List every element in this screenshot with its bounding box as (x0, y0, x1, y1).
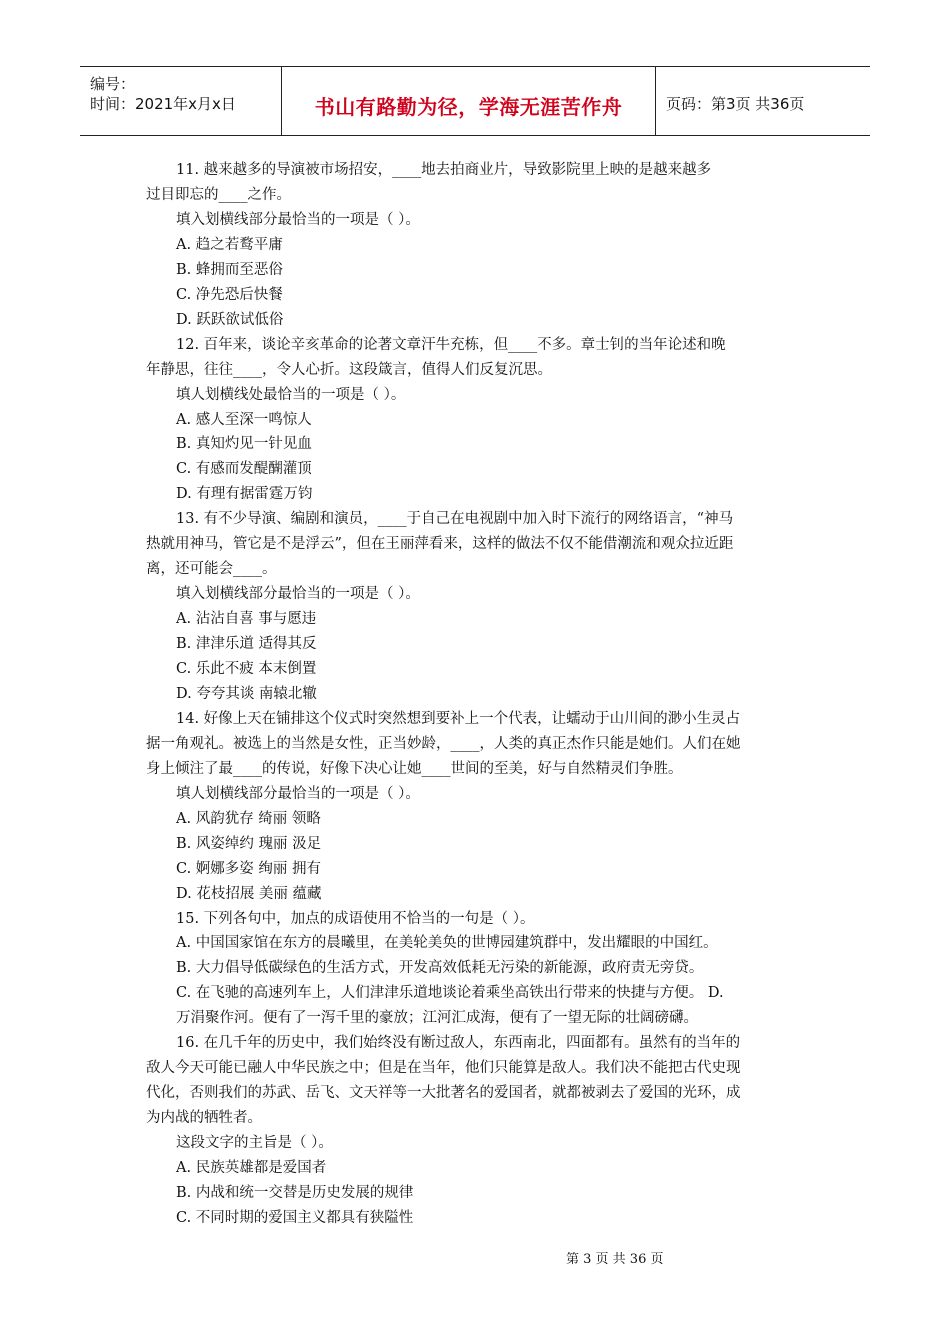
text-line: A. 风韵犹存 绮丽 领略 (176, 810, 321, 827)
text-line: 据一角观礼。被选上的当然是女性，正当妙龄，____，人类的真正杰作只能是她们。人们在她 (146, 735, 741, 752)
text-line: B. 风姿绰约 瑰丽 汲足 (176, 835, 322, 852)
text-line: B. 真知灼见一针见血 (176, 436, 312, 453)
text-line: 为内战的牺牲者。 (146, 1110, 262, 1127)
page-info: 页码：第3页 共36页 (666, 95, 805, 113)
text-line: A. 沾沾自喜 事与愿违 (176, 611, 317, 628)
text-line: C. 在飞驰的高速列车上，人们津津乐道地谈论着乘坐高铁出行带来的快捷与方便。 D. (176, 985, 724, 1002)
text-line: D. 花枝招展 美丽 蕴藏 (176, 885, 322, 902)
text-line: D. 有理有据雷霆万钧 (176, 486, 313, 503)
text-line: B. 津津乐道 适得其反 (176, 636, 317, 653)
text-line: 身上倾注了最____的传说，好像下决心让她____世间的至美，好与自然精灵们争胜。 (146, 760, 683, 777)
text-line: 16. 在几千年的历史中，我们始终没有断过敌人，东西南北，四面都有。虽然有的当年的 (176, 1035, 741, 1052)
text-line: C. 婀娜多姿 绚丽 拥有 (176, 860, 322, 877)
text-line: 万涓聚作河。便有了一泻千里的豪放；江河汇成海，便有了一望无际的壮阔磅礴。 (176, 1010, 698, 1027)
text-line: 年静思，往往____，令人心折。这段箴言，值得人们反复沉思。 (146, 361, 552, 378)
page-header (80, 66, 870, 136)
motto: 书山有路勤为径，学海无涯苦作舟 (314, 95, 623, 119)
header-left-cell (80, 67, 282, 135)
text-line: 12. 百年来，谈论辛亥革命的论著文章汗牛充栋，但____不多。章士钊的当年论述和晚 (176, 336, 726, 353)
text-line: B. 蜂拥而至恶俗 (176, 261, 283, 278)
text-line: 填人划横线处最恰当的一项是（ ）。 (176, 386, 406, 403)
text-line: C. 乐此不疲 本末倒置 (176, 661, 317, 677)
text-line: B. 内战和统一交替是历史发展的规律 (176, 1184, 414, 1201)
header-motto-cell (282, 67, 656, 135)
text-line: C. 有感而发醍醐灌顶 (176, 461, 312, 478)
text-line: 这段文字的主旨是（ ）。 (176, 1135, 333, 1152)
text-line: A. 中国国家馆在东方的晨曦里，在美轮美奂的世博园建筑群中，发出耀眼的中国红。 (176, 935, 718, 952)
text-line: 离，还可能会____。 (146, 561, 277, 578)
text-line: A. 感人至深一鸣惊人 (176, 411, 312, 428)
text-line: 填入划横线部分最恰当的一项是（ ）。 (176, 211, 420, 228)
text-line: D. 跃跃欲试低俗 (176, 311, 284, 328)
text-line: 代化，否则我们的苏武、岳飞、文天祥等一大批著名的爱国者，就都被剥去了爱国的光环，成 (146, 1085, 741, 1102)
text-line: B. 大力倡导低碳绿色的生活方式，开发高效低耗无污染的新能源，政府责无旁贷。 (176, 960, 704, 977)
text-line: A. 民族英雄都是爱国者 (176, 1160, 327, 1176)
footer-page-number: 第 3 页 共 36 页 (566, 1252, 664, 1267)
text-line: 13. 有不少导演、编剧和演员，____于自己在电视剧中加入时下流行的网络语言，“神马 (176, 511, 734, 528)
text-line: 填入划横线部分最恰当的一项是（ ）。 (176, 586, 420, 603)
date-line: 时间：2021年x月x日 (90, 95, 236, 113)
text-line: 过目即忘的____之作。 (146, 186, 291, 203)
text-line: 11. 越来越多的导演被市场招安，____地去拍商业片，导致影院里上映的是越来越多 (176, 162, 712, 178)
text-line: A. 趋之若鹜平庸 (176, 236, 283, 253)
text-line: D. 夸夸其谈 南辕北辙 (176, 685, 317, 702)
code-label: 编号： (90, 75, 136, 93)
text-line: C. 净先恐后快餐 (176, 286, 283, 303)
text-line: 敌人今天可能已融人中华民族之中；但是在当年，他们只能算是敌人。我们决不能把古代史现 (146, 1060, 741, 1077)
header-right-cell (656, 67, 870, 135)
text-line: 填人划横线部分最恰当的一项是（ ）。 (176, 785, 420, 802)
text-line: 热就用神马，管它是不是浮云”，但在王丽萍看来，这样的做法不仅不能借潮流和观众拉近距 (146, 536, 734, 553)
text-line: 15. 下列各句中，加点的成语使用不恰当的一句是（ ）。 (176, 910, 535, 927)
text-line: 14. 好像上天在铺排这个仪式时突然想到要补上一个代表，让蠕动于山川间的渺小生灵占 (176, 710, 741, 727)
text-line: C. 不同时期的爱国主义都具有狭隘性 (176, 1209, 414, 1226)
